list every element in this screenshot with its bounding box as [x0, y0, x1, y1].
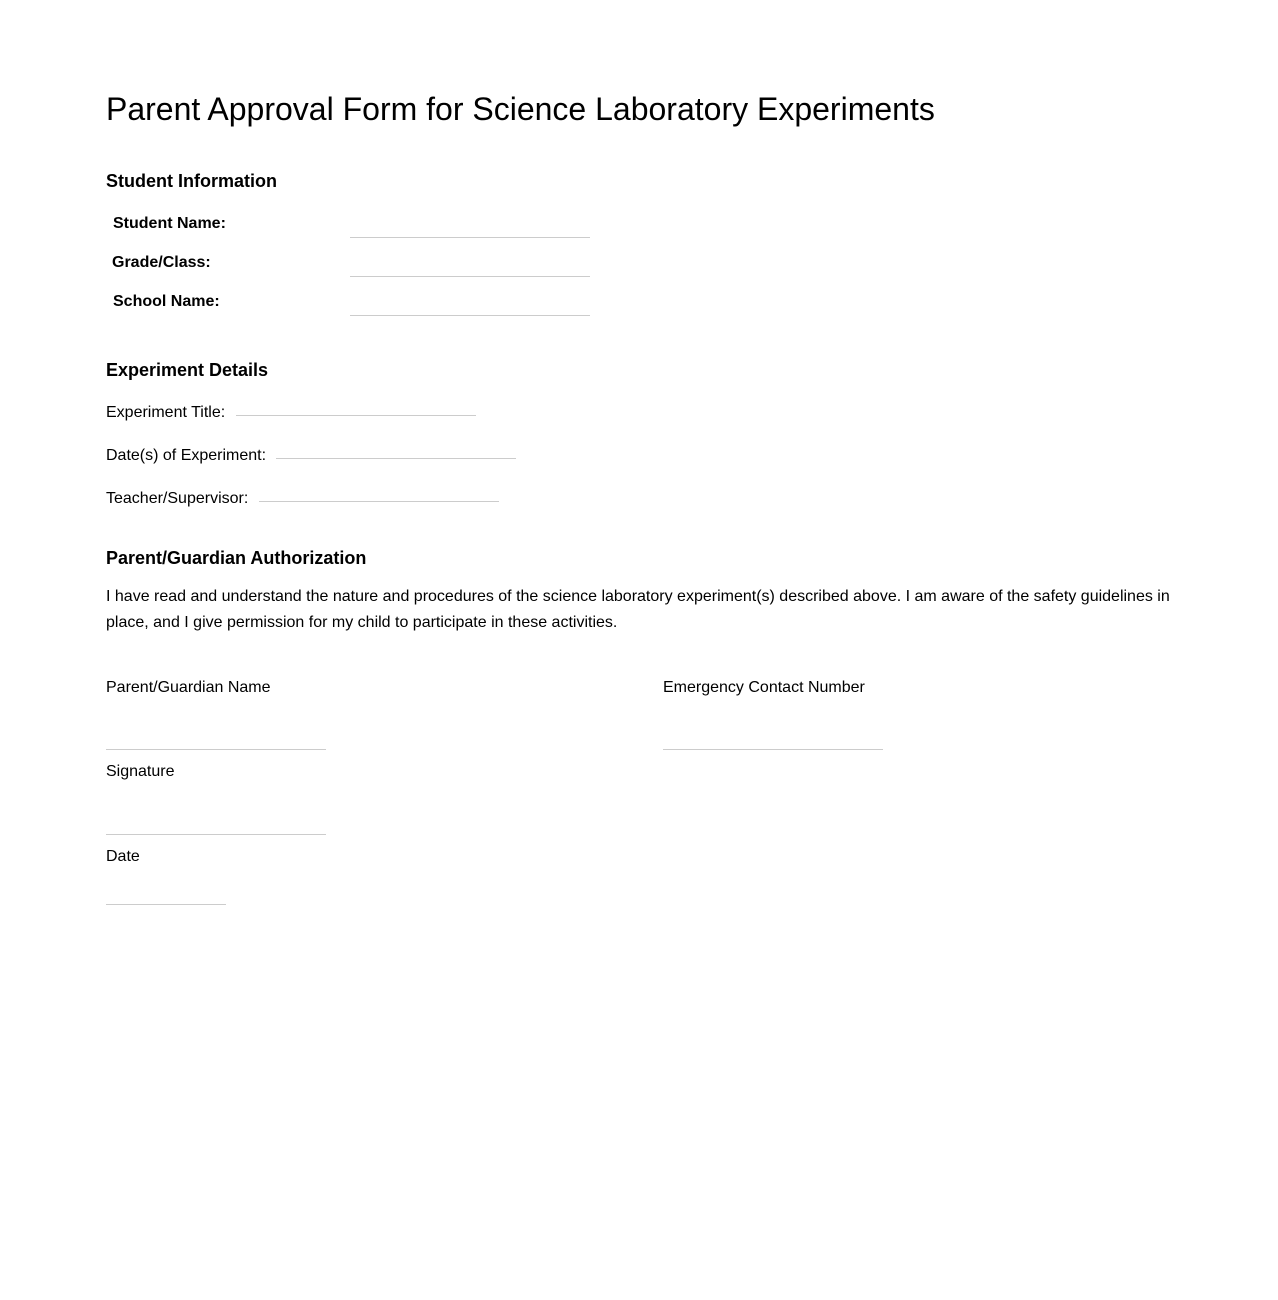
- student-name-input[interactable]: [350, 221, 590, 238]
- parent-name-input[interactable]: [106, 730, 326, 750]
- authorization-heading: Parent/Guardian Authorization: [106, 548, 367, 568]
- signature-input[interactable]: [106, 815, 326, 835]
- date-label: Date: [106, 848, 140, 865]
- parent-name-label: Parent/Guardian Name: [106, 679, 271, 696]
- experiment-dates-label: Date(s) of Experiment:: [106, 447, 267, 464]
- experiment-title-row: [106, 404, 476, 422]
- experiment-title-label: Experiment Title:: [106, 404, 226, 421]
- experiment-details-heading: Experiment Details: [106, 360, 269, 380]
- grade-class-label: Grade/Class:: [112, 254, 211, 271]
- emergency-contact-input[interactable]: [663, 730, 883, 750]
- student-info-heading: Student Information: [106, 171, 277, 191]
- signature-label: Signature: [106, 763, 175, 780]
- school-name-input[interactable]: [350, 299, 590, 316]
- student-name-label: Student Name:: [113, 215, 226, 232]
- experiment-dates-input[interactable]: [276, 458, 516, 459]
- school-name-label: School Name:: [113, 293, 220, 310]
- teacher-supervisor-label: Teacher/Supervisor:: [106, 490, 249, 507]
- grade-class-input[interactable]: [350, 260, 590, 277]
- date-input[interactable]: [106, 885, 226, 905]
- authorization-statement: I have read and understand the nature and procedures of the science laboratory experiment(s) described above. I am aware of the safety guidelines in place, and I give permission for my child to participate in these activities.: [106, 588, 1170, 631]
- experiment-dates-row: [106, 447, 516, 465]
- teacher-supervisor-row: [106, 490, 499, 508]
- emergency-contact-label: Emergency Contact Number: [663, 679, 865, 696]
- experiment-title-input[interactable]: [236, 415, 476, 416]
- page-title: Parent Approval Form for Science Laboratory Experiments: [106, 91, 935, 127]
- teacher-supervisor-input[interactable]: [259, 501, 499, 502]
